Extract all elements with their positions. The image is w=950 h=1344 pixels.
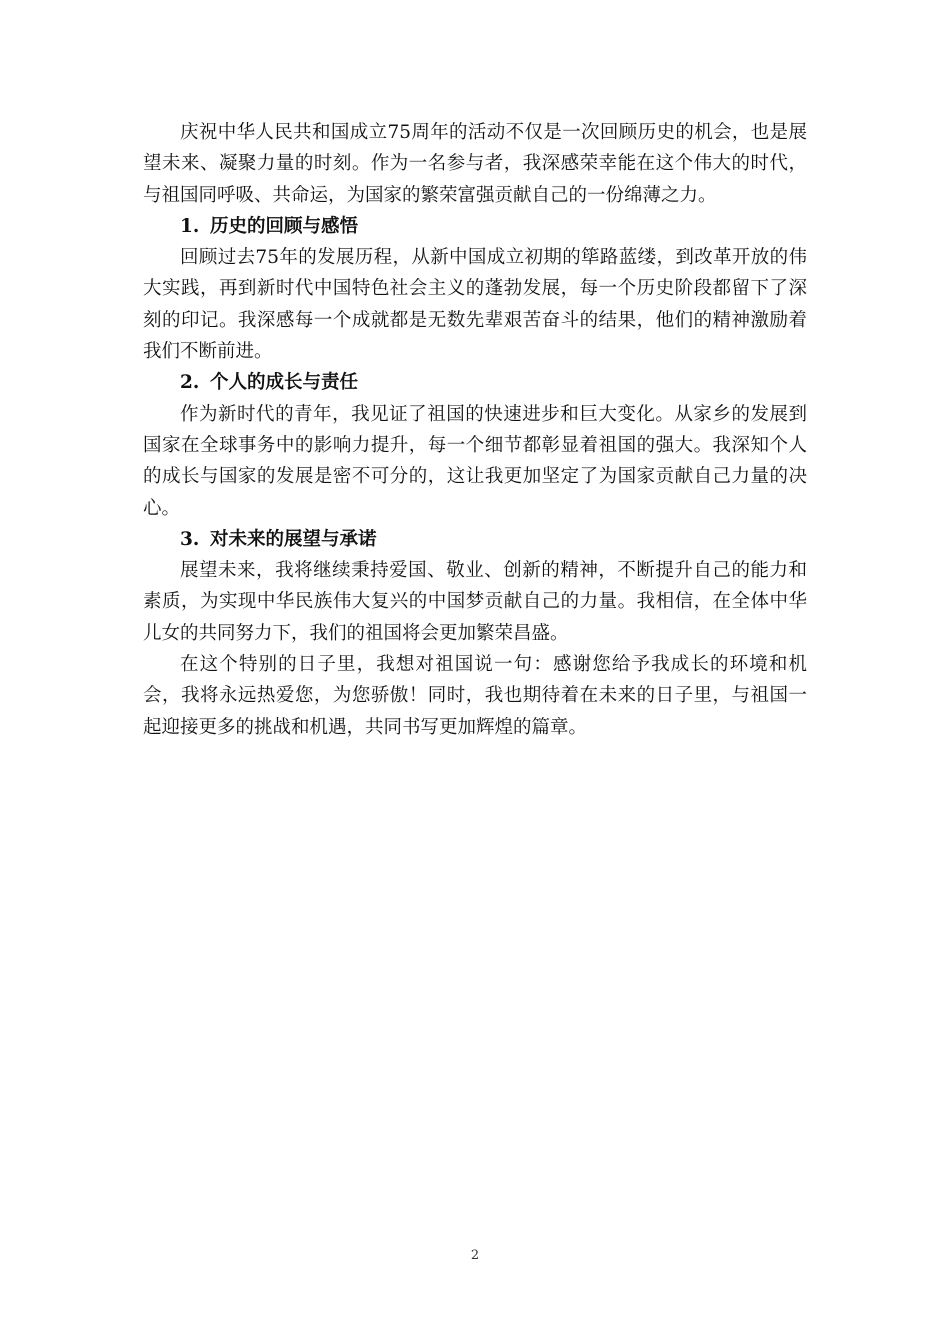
section-title: 个人的成长与责任 — [210, 372, 359, 394]
section-number: 3. — [180, 528, 200, 550]
history-paragraph: 回顾过去75年的发展历程，从新中国成立初期的筚路蓝缕，到改革开放的伟大实践，再到新时代中国特色社会主义的蓬勃发展，每一个历史阶段都留下了深刻的印记。我深感每一个成就都是无数先辈艰苦奋斗的结果，他们的精神激励着我们不断前进。 — [143, 247, 807, 363]
section-heading-history — [143, 211, 807, 242]
section-title: 对未来的展望与承诺 — [210, 528, 377, 550]
section-heading-future — [143, 524, 807, 555]
section-number: 2. — [180, 372, 200, 394]
section-title: 历史的回顾与感悟 — [210, 215, 359, 237]
document-body — [143, 117, 807, 743]
growth-paragraph: 作为新时代的青年，我见证了祖国的快速进步和巨大变化。从家乡的发展到国家在全球事务中的影响力提升，每一个细节都彰显着祖国的强大。我深知个人的成长与国家的发展是密不可分的，这让我更加坚定了为国家贡献自己力量的决心。 — [143, 403, 807, 519]
section-number: 1. — [180, 215, 200, 237]
future-paragraph: 展望未来，我将继续秉持爱国、敬业、创新的精神，不断提升自己的能力和素质，为实现中华民族伟大复兴的中国梦贡献自己的力量。我相信，在全体中华儿女的共同努力下，我们的祖国将会更加繁荣昌盛。 — [143, 560, 807, 644]
section-heading-growth — [143, 367, 807, 398]
closing-paragraph: 在这个特别的日子里，我想对祖国说一句：感谢您给予我成长的环境和机会，我将永远热爱您，为您骄傲！同时，我也期待着在未来的日子里，与祖国一起迎接更多的挑战和机遇，共同书写更加辉煌的篇章。 — [143, 654, 807, 738]
page-number: 2 — [470, 1248, 480, 1263]
intro-paragraph: 庆祝中华人民共和国成立75周年的活动不仅是一次回顾历史的机会，也是展望未来、凝聚力量的时刻。作为一名参与者，我深感荣幸能在这个伟大的时代，与祖国同呼吸、共命运，为国家的繁荣富强贡献自己的一份绵薄之力。 — [143, 122, 807, 206]
